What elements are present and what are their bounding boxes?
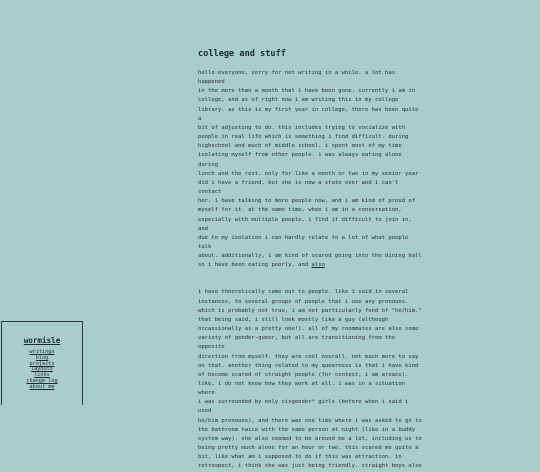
post-paragraph-2 [198,288,424,471]
nav-link-links[interactable]: links [34,372,50,379]
nav-link-change-log[interactable]: change log [26,377,58,384]
post-title: college and stuff [198,49,286,59]
post-paragraph-1 [198,69,424,270]
sidebar-nav-box [1,321,83,405]
site-nav [2,350,82,391]
site-brand-link[interactable]: wormisle [23,336,61,345]
nav-link-projects[interactable]: projects [29,360,55,367]
nav-link-about-me[interactable]: about me [29,383,55,390]
nav-link-writings[interactable]: writings [29,349,55,355]
nav-link-blog[interactable]: blog [35,354,49,361]
blog-post [198,49,424,472]
nav-link-layouts[interactable]: layouts [31,366,53,373]
also-link[interactable]: also [311,262,325,269]
post-paragraph-2-text: i have theoretically came out to people. like i said in several instances, to several groups of people that i use any pronouns. which is probably not true, i am not particularly fond of "he/him." that being said, i still look mostly like a guy (although occassionally as a pretty one!). all of my roommates are also some variety of gender-queer, but all are transitioning from the opposite direction from myself. they are cool overall. not much more to say on that. another thing related to my queerness is that i have kind of become scared of straight people (for context, i am aroace). like, i do not know how they work at all. i was in a situation where i was surrounded by only cisgender* girls (before when i said i used he/him pronouns), and there was one time where i was asked to go to the bathroom twice with the same person at night (like in a buddy system way). she also seemed to be around me a lot, including us to being pretty much alone for an hour or two. this scared me quite a bit, like what am i supposed to do if this was attraction. in retrospect, i think she was just being friendly. straight boys also [198,289,422,470]
post-paragraph-1-text: hello everyone, sorry for not writing in a while. a lot has happened in the more than a month that i have been gone. currently i am in college, and as of right now i am writing this in my college library. as this is my first year in college, there has been quite a bit of adjusting to do. this includes trying to socialize with people in real life which is something i find difficult. during highschool and much of middle school, i spent most of my time isolating myself from other people. i was always eating alone during lunch and the rest. only for like a month or two in my senior year did i have a friend, but she is now a state over and i can't contact her. i have talking to more people now, and i am kind of proud of myself for it. at the same time, when i am in a conversation, especially with multiple people, i find it difficult to join in, and due to my isolation i can hardly relate to a lot of what people talk about. additionally, i am kind of scared going into the dining hall so i have been eating poorly. and [198,70,422,269]
